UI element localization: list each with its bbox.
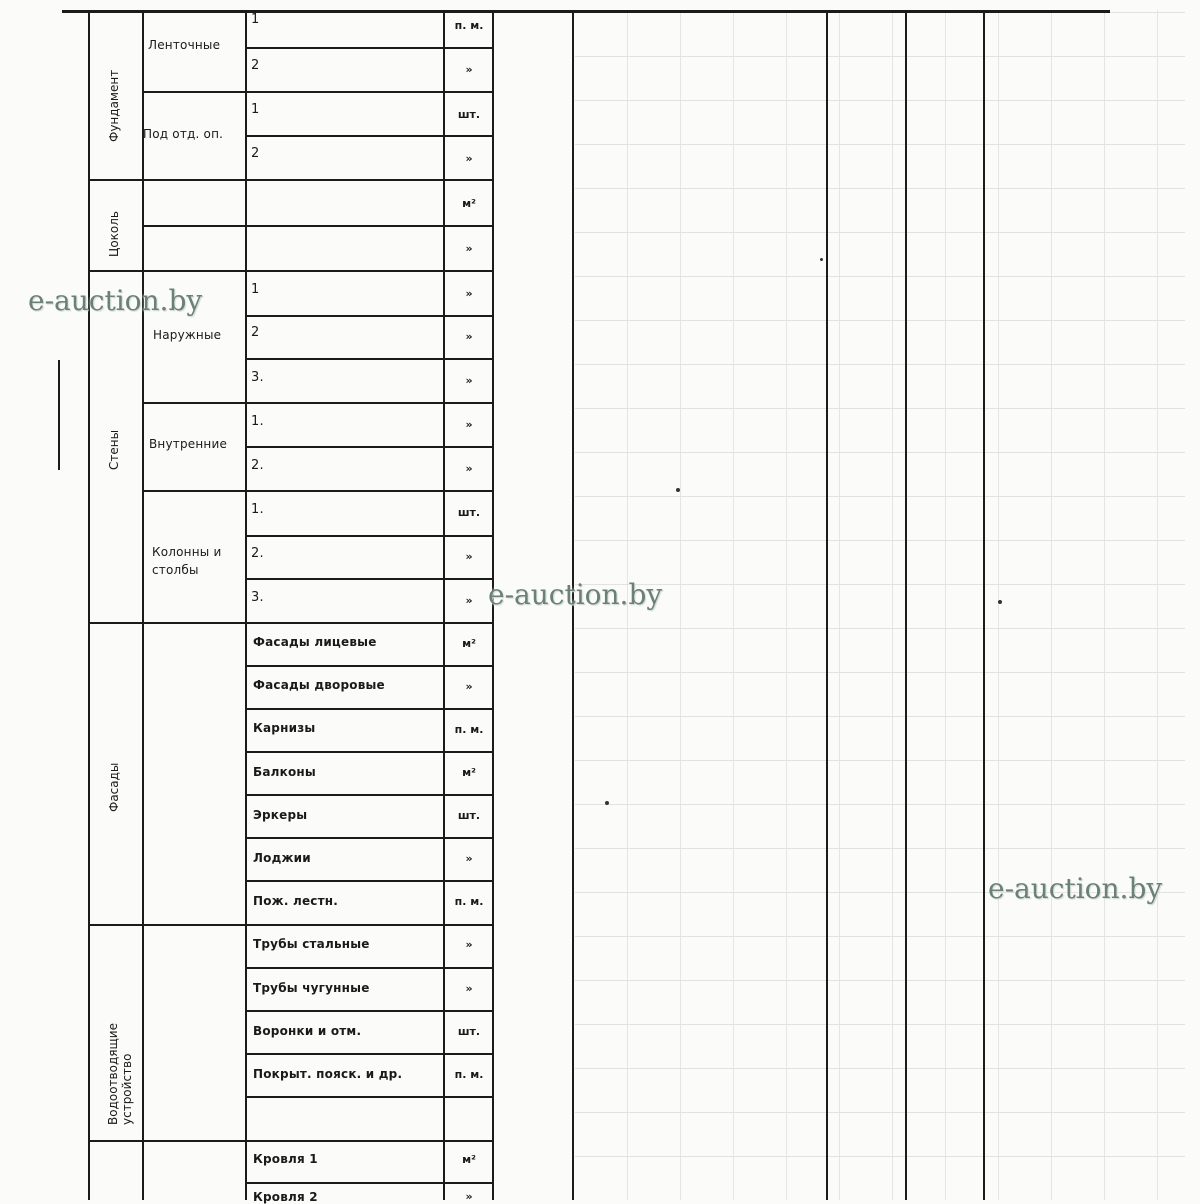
row-unit: м²	[462, 637, 476, 650]
row-unit: »	[465, 982, 473, 995]
row-label: 1	[251, 102, 260, 117]
row-unit: »	[465, 680, 473, 693]
row-line	[245, 665, 494, 667]
row-line	[245, 1053, 494, 1055]
row-line	[88, 622, 494, 624]
row-line	[245, 1182, 494, 1184]
row-label: Трубы стальные	[253, 937, 370, 951]
row-label: Пож. лестн.	[253, 894, 339, 908]
row-line	[245, 708, 494, 710]
scan-speck	[605, 801, 609, 805]
subsection-divider	[245, 10, 247, 1200]
margin-mark	[58, 360, 60, 470]
row-label: Эркеры	[253, 808, 308, 822]
row-line	[245, 47, 494, 49]
subsection-strip: Ленточные	[148, 38, 221, 52]
row-label: 2.	[251, 458, 264, 473]
row-unit: »	[465, 418, 473, 431]
row-line	[245, 1010, 494, 1012]
row-unit: шт.	[457, 506, 481, 519]
row-unit: »	[465, 374, 473, 387]
row-label: 1.	[251, 502, 264, 517]
row-unit: п. м.	[454, 723, 484, 736]
row-line	[142, 490, 494, 492]
section-divider	[142, 10, 144, 1200]
row-label: 2	[251, 58, 260, 73]
row-unit: п. м.	[454, 895, 484, 908]
row-line	[245, 446, 494, 448]
row-label: 1.	[251, 414, 264, 429]
row-unit: »	[465, 242, 473, 255]
row-line	[245, 578, 494, 580]
row-unit: п. м.	[454, 1068, 484, 1081]
row-unit: »	[465, 152, 473, 165]
row-label: Балконы	[253, 765, 316, 779]
row-unit: шт.	[457, 1025, 481, 1038]
section-foundation: Фундамент	[107, 69, 121, 142]
row-label: Фасады лицевые	[253, 635, 377, 649]
scan-speck	[998, 600, 1002, 604]
row-label: 3.	[251, 590, 264, 605]
watermark-logo: e-auction.by	[28, 284, 203, 317]
section-plinth: Цоколь	[107, 211, 121, 257]
row-unit: м²	[462, 1153, 476, 1166]
row-line	[88, 179, 494, 181]
section-walls: Стены	[107, 429, 121, 470]
watermark-logo: e-auction.by	[488, 578, 663, 611]
row-unit: п. м.	[454, 19, 484, 32]
column-line-2	[826, 10, 828, 1200]
section-drainage: Водоотводящие устройство	[106, 1023, 134, 1125]
row-line	[245, 135, 494, 137]
unit-divider	[443, 10, 445, 1200]
subsection-internal: Внутренние	[149, 437, 228, 451]
row-unit: м²	[462, 197, 476, 210]
scan-speck	[676, 488, 680, 492]
column-line-3	[905, 10, 907, 1200]
row-label: Трубы чугунные	[253, 981, 370, 995]
row-unit: »	[465, 938, 473, 951]
row-unit: »	[465, 330, 473, 343]
row-line	[245, 794, 494, 796]
row-line	[245, 315, 494, 317]
subsection-columns: Колонны и столбы	[152, 545, 222, 577]
row-line	[245, 880, 494, 882]
row-label: 1	[251, 12, 260, 27]
table-left-border	[88, 10, 90, 1200]
row-unit: »	[465, 1190, 473, 1203]
row-label: Карнизы	[253, 721, 316, 735]
row-label: Лоджии	[253, 851, 311, 865]
row-label: 2	[251, 325, 260, 340]
row-line	[88, 1140, 494, 1142]
section-facades: Фасады	[107, 762, 121, 812]
watermark-logo: e-auction.by	[988, 872, 1163, 905]
row-unit: м²	[462, 766, 476, 779]
row-unit: шт.	[457, 809, 481, 822]
row-unit: »	[465, 462, 473, 475]
row-label: Кровля 2	[253, 1190, 318, 1204]
row-label: 1	[251, 282, 260, 297]
row-unit: »	[465, 594, 473, 607]
row-line	[142, 225, 494, 227]
row-unit: »	[465, 550, 473, 563]
top-rule	[62, 10, 1110, 13]
row-line	[245, 837, 494, 839]
row-line	[245, 751, 494, 753]
row-line	[88, 270, 494, 272]
row-unit: »	[465, 63, 473, 76]
row-line	[88, 924, 494, 926]
subsection-separate-supports: Под отд. оп.	[143, 127, 224, 141]
row-unit: »	[465, 287, 473, 300]
row-label: 3.	[251, 370, 264, 385]
column-line-4	[983, 10, 985, 1200]
row-line	[245, 358, 494, 360]
row-label: Кровля 1	[253, 1152, 318, 1166]
row-line	[245, 967, 494, 969]
row-label: Покрыт. пояск. и др.	[253, 1067, 403, 1081]
scan-speck	[820, 258, 823, 261]
row-label: 2.	[251, 546, 264, 561]
row-unit: »	[465, 852, 473, 865]
row-label: Фасады дворовые	[253, 678, 385, 692]
row-label: 2	[251, 146, 260, 161]
row-line	[142, 402, 494, 404]
row-unit: шт.	[457, 108, 481, 121]
row-line	[245, 535, 494, 537]
row-label: Воронки и отм.	[253, 1024, 362, 1038]
row-line	[142, 91, 494, 93]
row-line	[245, 1096, 494, 1098]
background-grid	[575, 10, 1185, 1200]
subsection-external: Наружные	[153, 328, 222, 342]
